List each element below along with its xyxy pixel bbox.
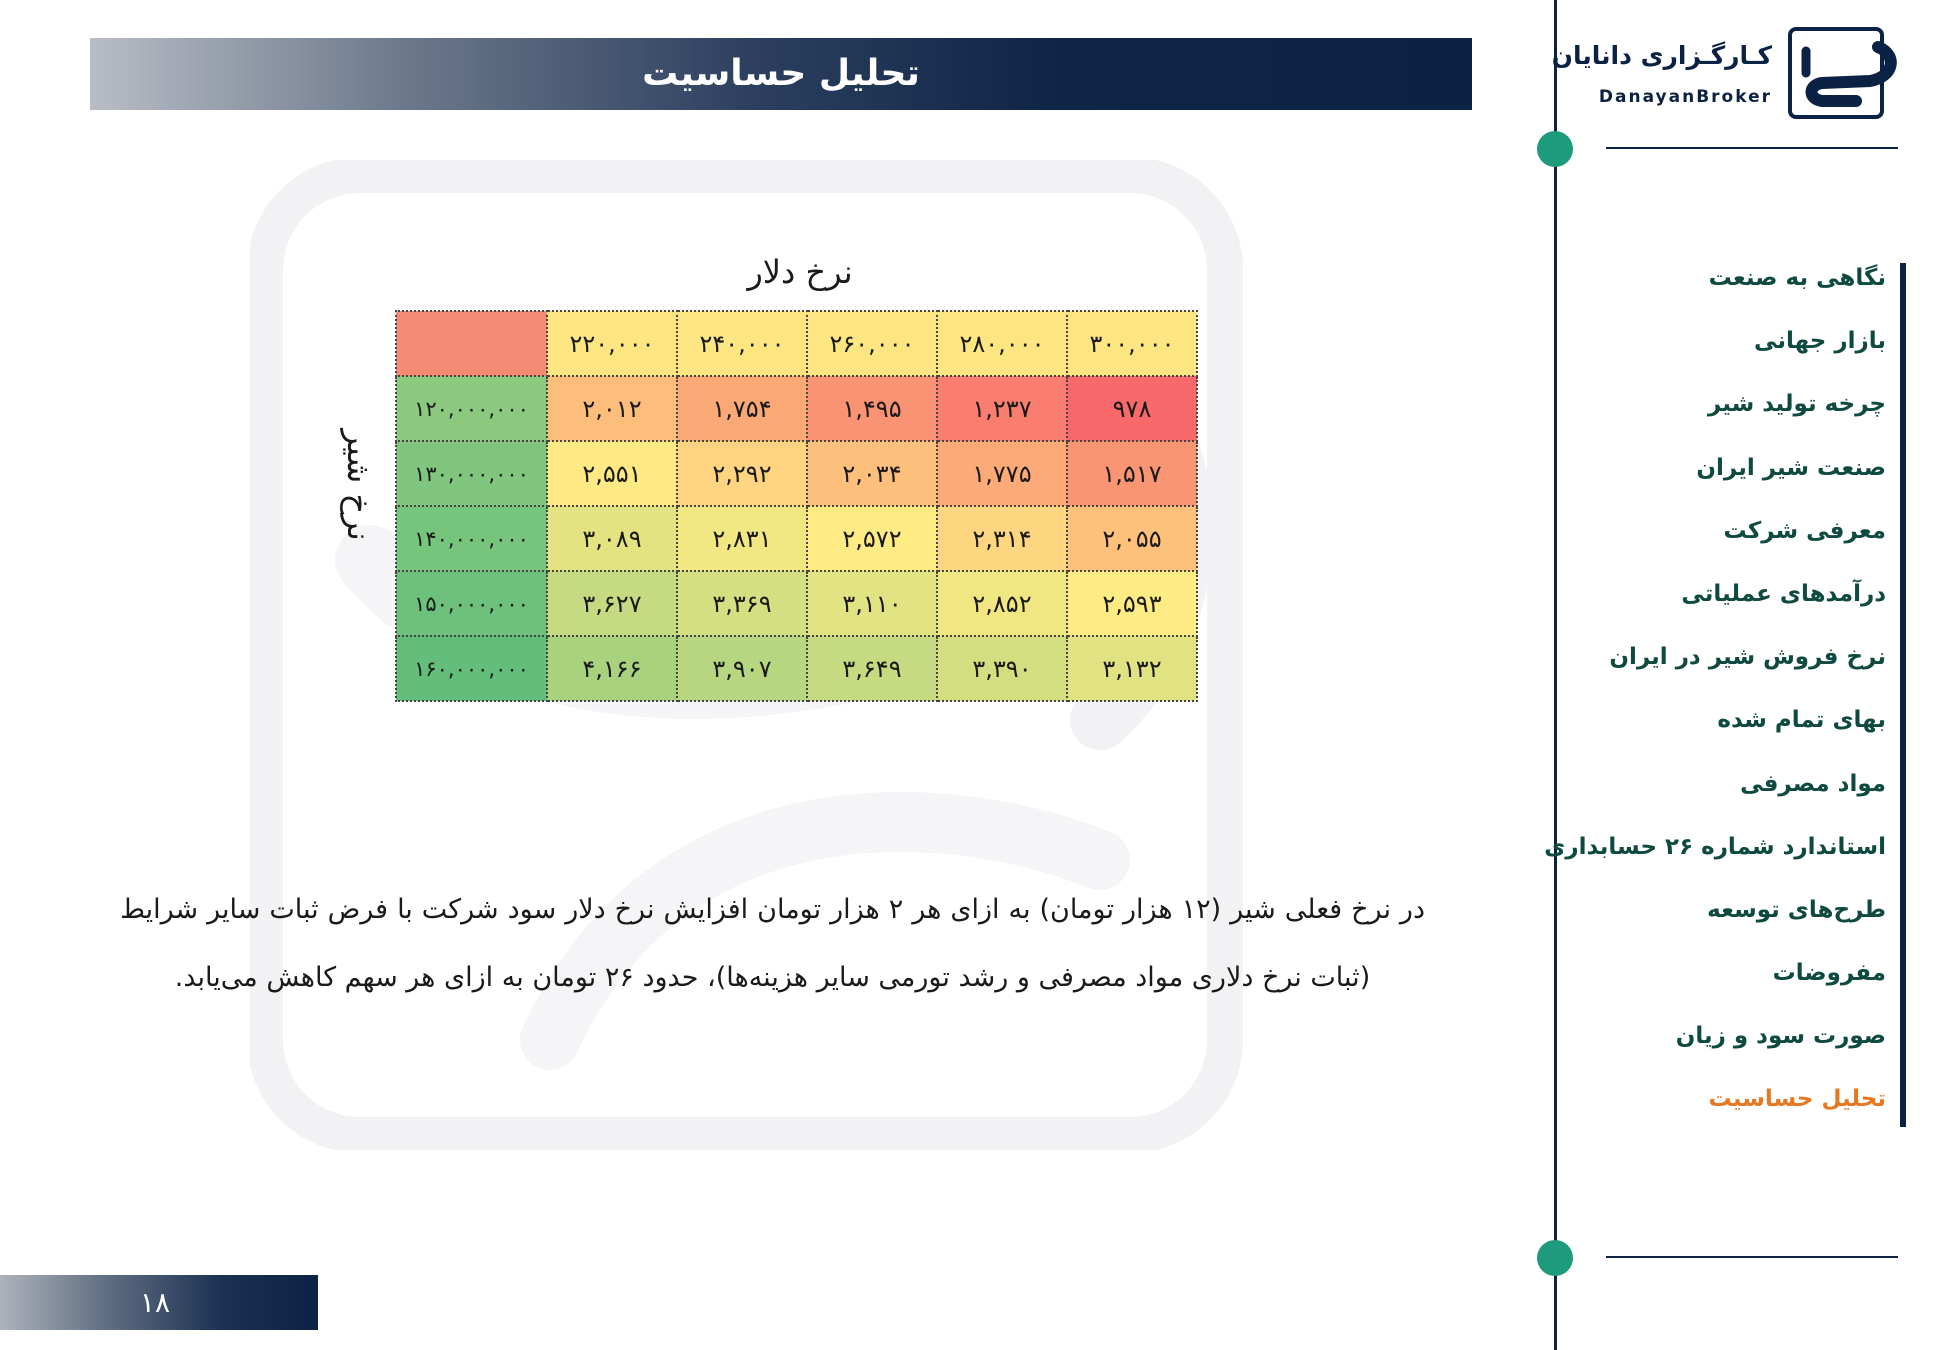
table-cell: ۳,۶۴۹ [807, 636, 937, 701]
sidebar-item[interactable]: بهای تمام شده [1717, 707, 1886, 734]
brand-name-en: DanayanBroker [1598, 87, 1772, 107]
brand-logo[interactable] [1551, 25, 1898, 125]
sidebar-item[interactable]: تحلیل حساسیت [1708, 1086, 1886, 1113]
table-cell: ۲,۰۱۲ [547, 376, 677, 441]
row-header-cell: ۱۲۰,۰۰۰,۰۰۰ [396, 376, 547, 441]
table-cell: ۲,۵۵۱ [547, 441, 677, 506]
table-corner-cell [396, 311, 547, 376]
sidebar-rule-top [1606, 147, 1898, 149]
table-cell: ۱,۷۵۴ [677, 376, 807, 441]
sidebar-item[interactable]: چرخه تولید شیر [1707, 391, 1886, 418]
sidebar-item[interactable]: درآمدهای عملیاتی [1681, 580, 1886, 607]
summary-paragraph: در نرخ فعلی شیر (۱۲ هزار تومان) به ازای هر ۲ هزار تومان افزایش نرخ دلار سود شرکت با فرض ثبات سایر شرایط (ثبات نرخ دلاری مواد مصرفی و رشد تورمی سایر هزینه‌ها)، حدود ۲۶ تومان به ازای هر سهم کاهش می‌یابد. [120, 894, 1425, 993]
sensitivity-table [395, 310, 1198, 702]
sidebar-item[interactable]: معرفی شرکت [1723, 517, 1886, 544]
page-number-bar [0, 1275, 318, 1330]
table-cell: ۳,۱۱۰ [807, 571, 937, 636]
table-row [396, 441, 1197, 506]
table-cell: ۱,۵۱۷ [1067, 441, 1197, 506]
table-cell: ۱,۷۷۵ [937, 441, 1067, 506]
col-axis-label: نرخ دلار [747, 253, 853, 291]
sidebar-rule-bottom [1606, 1256, 1898, 1258]
sidebar-item[interactable]: نگاهی به صنعت [1708, 265, 1886, 291]
table-cell: ۳,۹۰۷ [677, 636, 807, 701]
table-cell: ۳,۳۹۰ [937, 636, 1067, 701]
sidebar-nav [1506, 258, 1886, 1143]
table-row [396, 506, 1197, 571]
table-cell: ۲,۸۳۱ [677, 506, 807, 571]
table-cell: ۴,۱۶۶ [547, 636, 677, 701]
table-cell: ۳,۱۳۲ [1067, 636, 1197, 701]
sidebar-item[interactable]: مفروضات [1772, 960, 1886, 987]
title-bar [90, 38, 1472, 110]
table-cell: ۳,۶۲۷ [547, 571, 677, 636]
brand-mark-icon [1786, 25, 1898, 121]
table-cell: ۲,۰۳۴ [807, 441, 937, 506]
table-row [396, 636, 1197, 701]
page-number: ۱۸ [139, 1286, 170, 1319]
table-row [396, 571, 1197, 636]
table-cell: ۱,۴۹۵ [807, 376, 937, 441]
table-cell: ۲,۳۱۴ [937, 506, 1067, 571]
timeline-dot-bottom [1537, 1240, 1573, 1276]
table-cell: ۳,۰۸۹ [547, 506, 677, 571]
table-cell: ۲,۵۹۳ [1067, 571, 1197, 636]
table-cell: ۱,۲۳۷ [937, 376, 1067, 441]
sidebar-item[interactable]: استاندارد شماره ۲۶ حسابداری [1544, 833, 1886, 860]
row-header-cell: ۱۳۰,۰۰۰,۰۰۰ [396, 441, 547, 506]
column-header-cell: ۲۸۰,۰۰۰ [937, 311, 1067, 376]
sidebar-item[interactable]: مواد مصرفی [1740, 770, 1886, 797]
row-header-cell: ۱۴۰,۰۰۰,۰۰۰ [396, 506, 547, 571]
sidebar-item[interactable]: بازار جهانی [1754, 328, 1886, 355]
timeline-dot-top [1537, 131, 1573, 167]
table-cell: ۲,۲۹۲ [677, 441, 807, 506]
row-axis-label-wrap [335, 425, 383, 545]
column-header-cell: ۲۶۰,۰۰۰ [807, 311, 937, 376]
table-cell: ۲,۵۷۲ [807, 506, 937, 571]
column-header-cell: ۲۴۰,۰۰۰ [677, 311, 807, 376]
brand-name-fa: کـارگـزاری دانایان [1551, 41, 1772, 70]
sidebar-item[interactable]: طرح‌های توسعه [1707, 896, 1886, 923]
sidebar-item[interactable]: صنعت شیر ایران [1696, 454, 1886, 481]
row-header-cell: ۱۵۰,۰۰۰,۰۰۰ [396, 571, 547, 636]
sidebar-nav-indicator [1900, 263, 1906, 1127]
table-row [396, 376, 1197, 441]
row-axis-label: نرخ شیر [340, 429, 378, 541]
table-cell: ۲,۸۵۲ [937, 571, 1067, 636]
page-title: تحلیل حساسیت [642, 53, 920, 94]
sidebar-item[interactable]: نرخ فروش شیر در ایران [1609, 644, 1886, 671]
column-header-cell: ۳۰۰,۰۰۰ [1067, 311, 1197, 376]
sidebar-item[interactable]: صورت سود و زیان [1675, 1023, 1886, 1050]
table-cell: ۳,۳۶۹ [677, 571, 807, 636]
column-header-cell: ۲۲۰,۰۰۰ [547, 311, 677, 376]
table-cell: ۹۷۸ [1067, 376, 1197, 441]
table-cell: ۲,۰۵۵ [1067, 506, 1197, 571]
row-header-cell: ۱۶۰,۰۰۰,۰۰۰ [396, 636, 547, 701]
